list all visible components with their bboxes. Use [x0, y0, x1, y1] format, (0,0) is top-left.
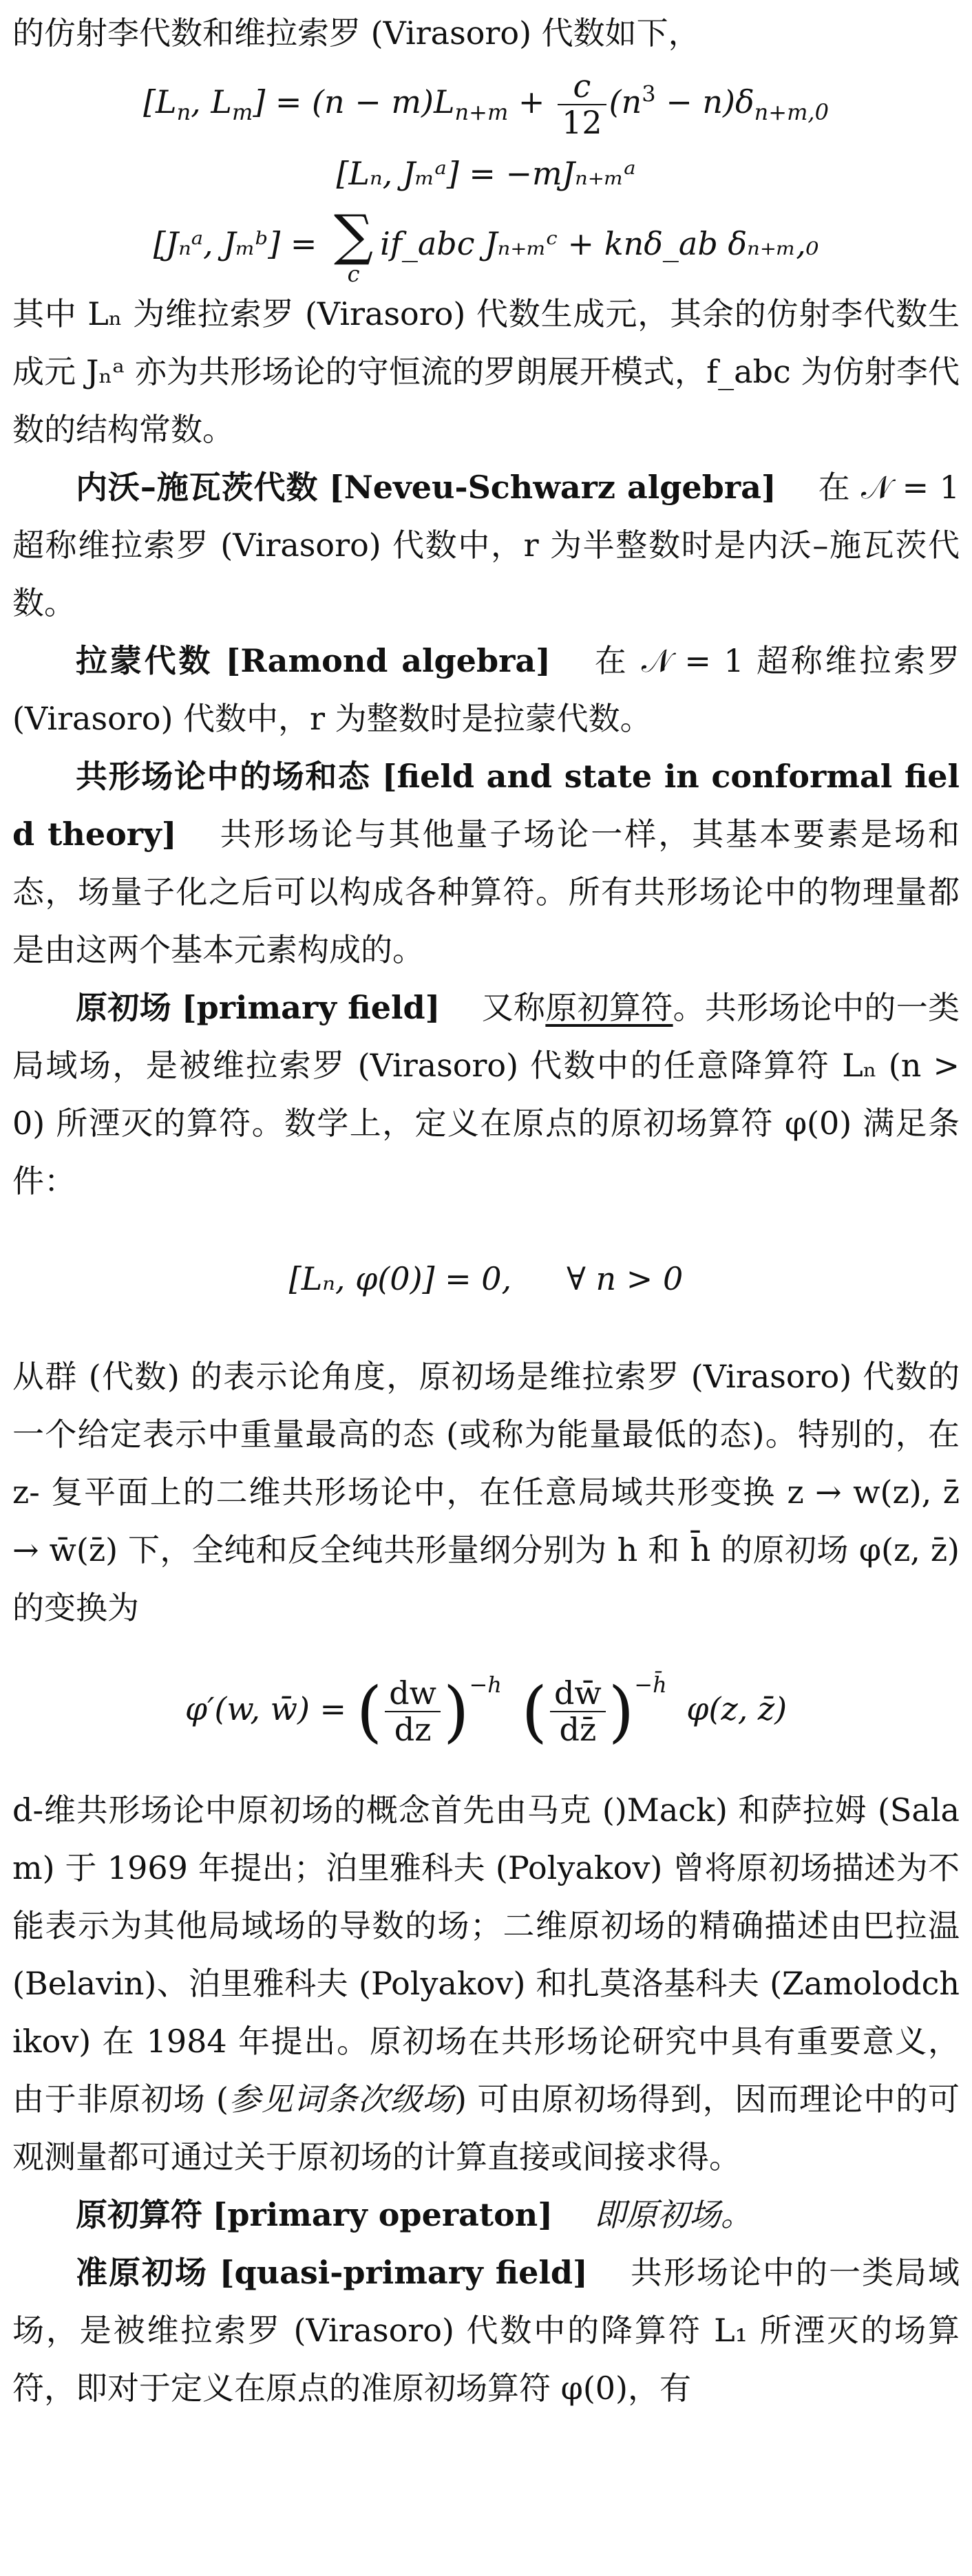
- entry-term: 拉蒙代数: [76, 642, 213, 679]
- equation-virasoro-affine: [$L_n$, $L_m] = (n - m)L_{n+m}$ + $\frac{c}{12}$ $(n^3 - n)\delta_{n+m,0}$: [143, 67, 829, 141]
- entry-english: [field and state in conformal field theory]: [12, 758, 960, 853]
- entry-ramond: 拉蒙代数 [Ramond algebra] 在 𝒩 = 1 超称维拉索罗 (Virasoro) 代数中，r 为整数时是拉蒙代数。: [12, 642, 960, 737]
- paragraph-history: d-维共形场论中原初场的概念首先由马克 ()Mack) 和萨拉姆 (Salam) 于 1969 年提出；泊里雅科夫 (Polyakov) 曾将原初场描述为不能表示为其他局域场的导数的场；二维原初场的精确描述由巴拉温 (Belavin)、泊里雅科夫 (Polyakov) 和扎莫洛基科夫 (Zamolodchikov) 在 1984 年提出。原初场在共形场论研究中具有重要意义，由于非原初场 (参见词条次级场) 可由原初场得到，因而理论中的可观测量都可通过关于原初场的计算直接或间接求得。: [12, 1791, 960, 2175]
- entry-quasi-primary-field: 准原初场 [quasi-primary field] 共形场论中的一类局域场，是被维拉索罗 (Virasoro) 代数中的降算符 L₁ 所湮灭的场算符，即对于定义在原点的准原初场算符 φ(0)，有: [12, 2254, 960, 2407]
- entry-primary-field: 原初场 [primary field] 又称原初算符。共形场论中的一类局域场，是被维拉索罗 (Virasoro) 代数中的任意降算符 Lₙ (n > 0) 所湮灭的算符。数学上，定义在原点的原初场算符 φ(0) 满足条件：: [12, 989, 960, 1200]
- entry-english: [Neveu-Schwarz algebra]: [328, 469, 776, 506]
- entry-term: 准原初场: [76, 2254, 209, 2291]
- entry-english: [primary field]: [181, 989, 441, 1026]
- see-also-reference[interactable]: 参见词条次级场: [228, 2080, 454, 2118]
- entry-term: 共形场论中的场和态: [76, 758, 371, 795]
- intro-line: 的仿射李代数和维拉索罗 (Virasoro) 代数如下，: [12, 14, 700, 52]
- equation-ln-jm: [Lₙ, Jₘᵃ] = −mJₙ₊ₘᵃ: [336, 155, 636, 192]
- equation-transformation: φ′(w, w̄) = ( $\frac{dw}{dz}$ )$^{-h}$ ( $\frac{dw̄}{dz̄}$ )$^{-h̄}$ φ(z, z̄): [184, 1672, 788, 1750]
- entry-neveu-schwarz: 内沃–施瓦茨代数 [Neveu-Schwarz algebra] 在 𝒩 = 1 超称维拉索罗 (Virasoro) 代数中，r 为半整数时是内沃–施瓦茨代数。: [12, 469, 960, 621]
- entry-term: 内沃–施瓦茨代数: [76, 469, 319, 506]
- entry-english: [Ramond algebra]: [225, 642, 551, 679]
- entry-english: [quasi-primary field]: [219, 2254, 588, 2291]
- entry-english: [primary operaton]: [212, 2196, 553, 2233]
- paragraph-representation: 从群 (代数) 的表示论角度，原初场是维拉索罗 (Virasoro) 代数的一个给定表示中重量最高的态 (或称为能量最低的态)。特别的，在 z- 复平面上的二维共形场论中，在任意局域共形变换 z → w(z), z̄ → w̄(z̄) 下，全纯和反全纯共形量纲分别为 h 和 h̄ 的原初场 φ(z, z̄) 的变换为: [12, 1358, 960, 1626]
- cross-reference-link[interactable]: 原初算符: [545, 989, 673, 1026]
- entry-field-and-state: 共形场论中的场和态 [field and state in conformal field theory] 共形场论与其他量子场论一样，其基本要素是场和态，场量子化之后可以构成各种算符。所有共形场论中的物理量都是由这两个基本元素构成的。: [12, 758, 960, 968]
- fraction-c-over-12: $\frac{c}{12}$: [558, 69, 606, 140]
- equation-primary-condition: [Lₙ, φ(0)] = 0, ∀ n > 0: [288, 1260, 684, 1297]
- equation-jn-jm: [Jₙᵃ, Jₘᵇ] = ∑ c if_abc Jₙ₊ₘᶜ + knδ_ab δₙ₊ₘ,₀: [153, 203, 819, 287]
- paragraph-generators: 其中 Lₙ 为维拉索罗 (Virasoro) 代数生成元，其余的仿射李代数生成元 Jₙᵃ 亦为共形场论的守恒流的罗朗展开模式，f_abc 为仿射李代数的结构常数。: [12, 295, 960, 448]
- entry-term: 原初场: [76, 989, 171, 1026]
- summation-symbol: ∑ c: [334, 203, 374, 287]
- entry-term: 原初算符: [76, 2196, 202, 2233]
- entry-primary-operator: 原初算符 [primary operaton] 即原初场。: [76, 2196, 753, 2233]
